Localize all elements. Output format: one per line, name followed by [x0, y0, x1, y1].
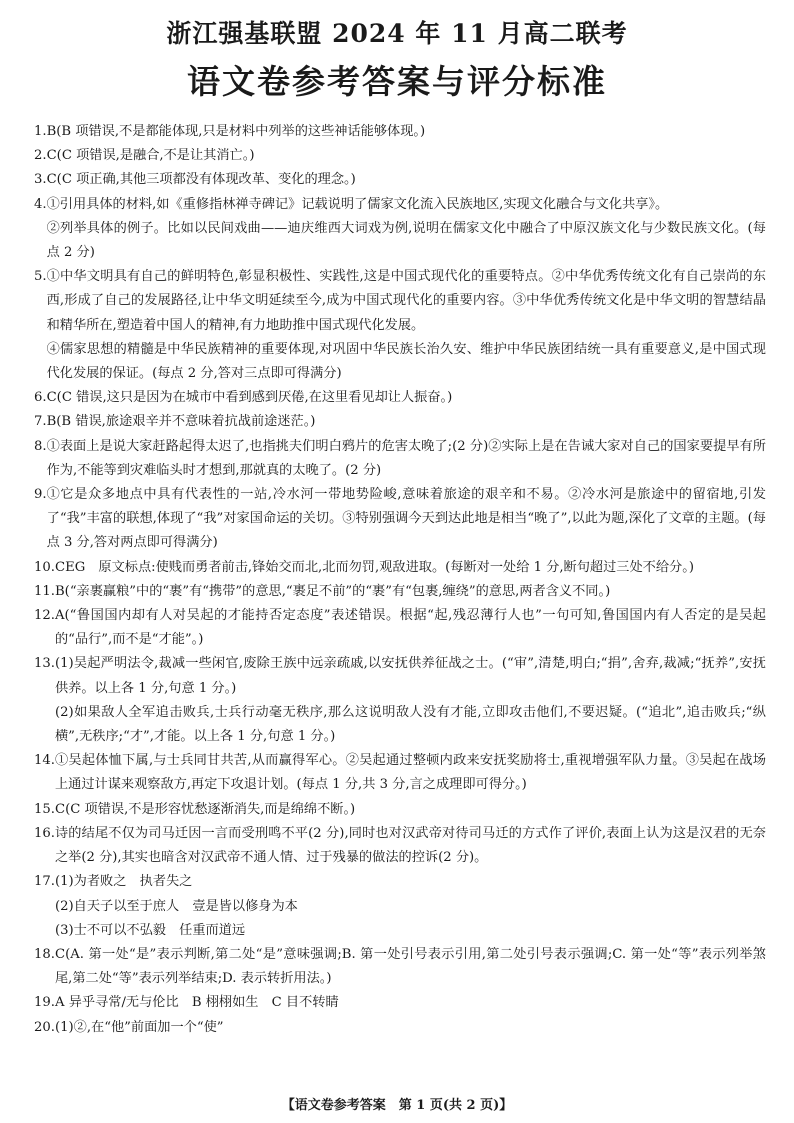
answer-number: 4.: [34, 196, 47, 212]
answer-item: [34, 749, 766, 797]
answer-item: [34, 943, 766, 991]
answer-item: [34, 410, 766, 434]
answer-body: [47, 193, 766, 266]
answer-text: C(C 错误,这只是因为在城市中看到感到厌倦,在这里看见却让人振奋。): [46, 390, 453, 406]
answer-item: [34, 168, 766, 192]
answer-text: (1)②,在“他”前面加一个“使”: [54, 1019, 224, 1035]
answer-text: B(“亲裹赢粮”中的“裹”有“携带”的意思,“裹足不前”的“裹”有“包裹,缠绕”的意思,两者含义不同。): [54, 583, 611, 599]
answer-body: [55, 604, 766, 652]
answer-body: [55, 749, 766, 797]
answer-body: [55, 822, 766, 870]
answer-number: 1.: [34, 124, 47, 139]
answer-number: 8.: [34, 438, 47, 454]
answer-text: B(B 错误,旅途艰辛并不意味着抗战前途迷茫。): [46, 414, 316, 430]
answer-number: 15.: [34, 801, 55, 817]
answer-item: [34, 556, 766, 580]
answer-item: [34, 798, 766, 822]
answer-list: [34, 120, 766, 1040]
answer-number: 5.: [34, 269, 47, 285]
answer-number: 19.: [34, 995, 55, 1011]
answer-item: [34, 604, 766, 652]
answer-text: (3)士不可以不弘毅 任重而道远: [54, 922, 246, 938]
answer-text: (2)自天子以至于庶人 壹是皆以修身为本: [54, 898, 298, 914]
answer-number: 17.: [34, 874, 55, 890]
answer-number: 6.: [34, 390, 47, 406]
answer-item: [34, 144, 766, 168]
answer-number: 13.: [34, 656, 55, 672]
answer-number: 11.: [34, 583, 55, 599]
answer-number: 7.: [34, 414, 47, 430]
answer-body: [47, 410, 766, 434]
answer-number: 10.: [34, 559, 55, 575]
answer-body: [47, 120, 766, 144]
answer-body: [47, 435, 766, 483]
answer-body: [55, 1016, 766, 1040]
answer-text: ②列举具体的例子。比如以民间戏曲——迪庆维西大词戏为例,说明在儒家文化中融合了中原汉族文化与少数民族文化。(每点 2 分): [46, 220, 766, 261]
answer-number: 3.: [34, 172, 47, 188]
answer-body: [55, 556, 766, 580]
answer-body: [47, 483, 766, 556]
answer-text: A 异乎寻常/无与伦比 B 栩栩如生 C 目不转睛: [54, 995, 339, 1011]
answer-text: ①它是众多地点中具有代表性的一站,冷水河一带地势险峻,意味着旅途的艰辛和不易。②冷水河是旅途中的留宿地,引发了“我”丰富的联想,体现了“我”对家国命运的关切。③特别强调今天到达此地是相当“晚了”,以此为题,深化了文章的主题。(每点 3 分,答对两点即可得满分): [46, 487, 766, 551]
answer-number: 12.: [34, 608, 55, 624]
answer-text: ①中华文明具有自己的鲜明特色,彰显积极性、实践性,这是中国式现代化的重要特点。②中华优秀传统文化有自己崇尚的东西,形成了自己的发展路径,让中华文明延续至今,成为中国式现代化的重要内容。③中华优秀传统文化是中华文明的智慧结晶和精华所在,塑造着中国人的精神,有力地助推中国式现代化发展。: [46, 269, 766, 333]
exam-title: 浙江强基联盟 2024 年 11 月高二联考: [166, 19, 628, 48]
answer-item: [34, 120, 766, 144]
answer-item: [34, 822, 766, 870]
answer-item: [34, 870, 766, 943]
answer-number: 14.: [34, 753, 55, 769]
answer-text: C(A. 第一处“是”表示判断,第二处“是”意味强调;B. 第一处引号表示引用,第二处引号表示强调;C. 第一处“等”表示列举煞尾,第二处“等”表示列举结束;D. 表示转折用法。): [54, 946, 766, 987]
answer-item: [34, 193, 766, 266]
answer-body: [47, 265, 766, 386]
answer-text: C(C 项正确,其他三项都没有体现改革、变化的理念。): [46, 172, 356, 188]
answer-text: ①表面上是说大家赶路起得太迟了,也指挑夫们明白鸦片的危害太晚了;(2 分)②实际上是在告诫大家对自己的国家要提早有所作为,不能等到灾难临头时才想到,那就真的太晚了。(2 分): [46, 438, 766, 478]
answer-body: [55, 798, 766, 822]
answer-body: [47, 168, 766, 192]
answer-item: [34, 1016, 766, 1040]
answer-text: B(B 项错误,不是都能体现,只是材料中列举的这些神话能够体现。): [46, 124, 426, 139]
answer-body: [47, 144, 766, 168]
answer-text: (1)为者败之 执者失之: [54, 874, 193, 890]
answer-item: [34, 580, 766, 604]
answer-number: 16.: [34, 825, 55, 841]
answer-item: [34, 386, 766, 410]
answer-item: [34, 265, 766, 386]
answer-text: C(C 项错误,不是形容忧愁逐渐消失,而是绵绵不断。): [54, 801, 356, 817]
answer-number: 9.: [34, 487, 47, 503]
answer-text: ④儒家思想的精髓是中华民族精神的重要体现,对巩固中华民族长治久安、维护中华民族团结统一具有重要意义,是中国式现代化发展的保证。(每点 2 分,答对三点即可得满分): [46, 341, 766, 382]
answer-text: A(“鲁国国内却有人对吴起的才能持否定态度”表述错误。根据“起,残忍薄行人也”一句可知,鲁国国内有人否定的是吴起的“品行”,而不是“才能”。): [54, 608, 766, 648]
answer-body: [55, 943, 766, 991]
answer-number: 2.: [34, 148, 47, 164]
answer-body: [47, 386, 766, 410]
answer-item: [34, 991, 766, 1015]
answer-text: C(C 项错误,是融合,不是让其消亡。): [46, 148, 255, 164]
document-subtitle: 语文卷参考答案与评分标准: [187, 62, 607, 101]
answer-item: [34, 483, 766, 556]
answer-item: [34, 435, 766, 483]
answer-body: [55, 652, 766, 749]
answer-text: ①引用具体的材料,如《重修指林禅寺碑记》记载说明了儒家文化流入民族地区,实现文化融合与文化共享》。: [46, 196, 669, 212]
answer-item: [34, 652, 766, 749]
answer-number: 20.: [34, 1019, 55, 1035]
answer-text: (2)如果敌人全军追击败兵,士兵行动毫无秩序,那么这说明敌人没有才能,立即攻击他们,不要迟疑。(“追北”,追击败兵;“纵横”,无秩序;“才”,才能。以上各 1 分,句意 1 分。): [54, 704, 766, 745]
answer-text: 诗的结尾不仅为司马迁因一言而受刑鸣不平(2 分),同时也对汉武帝对待司马迁的方式作了评价,表面上认为这是汉君的无奈之举(2 分),其实也暗含对汉武帝不通人情、过于残暴的做法的控诉(2 分)。: [54, 825, 766, 866]
answer-number: 18.: [34, 946, 55, 962]
answer-body: [55, 580, 766, 604]
page-footer: 【语文卷参考答案 第 1 页(共 2 页)】: [281, 1098, 513, 1113]
answer-text: CEG 原文标点:使贱而勇者前击,锋始交而北,北而勿罚,观敌进取。(每断对一处给 1 分,断句超过三处不给分。): [54, 559, 694, 575]
answer-body: [55, 991, 766, 1015]
answer-text: ①吴起体恤下属,与士兵同甘共苦,从而赢得军心。②吴起通过整顿内政来安抚奖励将士,重视增强军队力量。③吴起在战场上通过计谋来观察敌方,再定下攻退计划。(每点 1 分,共 3 分,言之成理即可得分。): [54, 753, 766, 793]
answer-text: (1)吴起严明法令,裁减一些闲官,废除王族中远亲疏戚,以安抚供养征战之士。(“审”,清楚,明白;“捐”,舍弃,裁减;“抚养”,安抚供养。以上各 1 分,句意 1 分。): [54, 656, 766, 696]
answer-body: [55, 870, 766, 943]
